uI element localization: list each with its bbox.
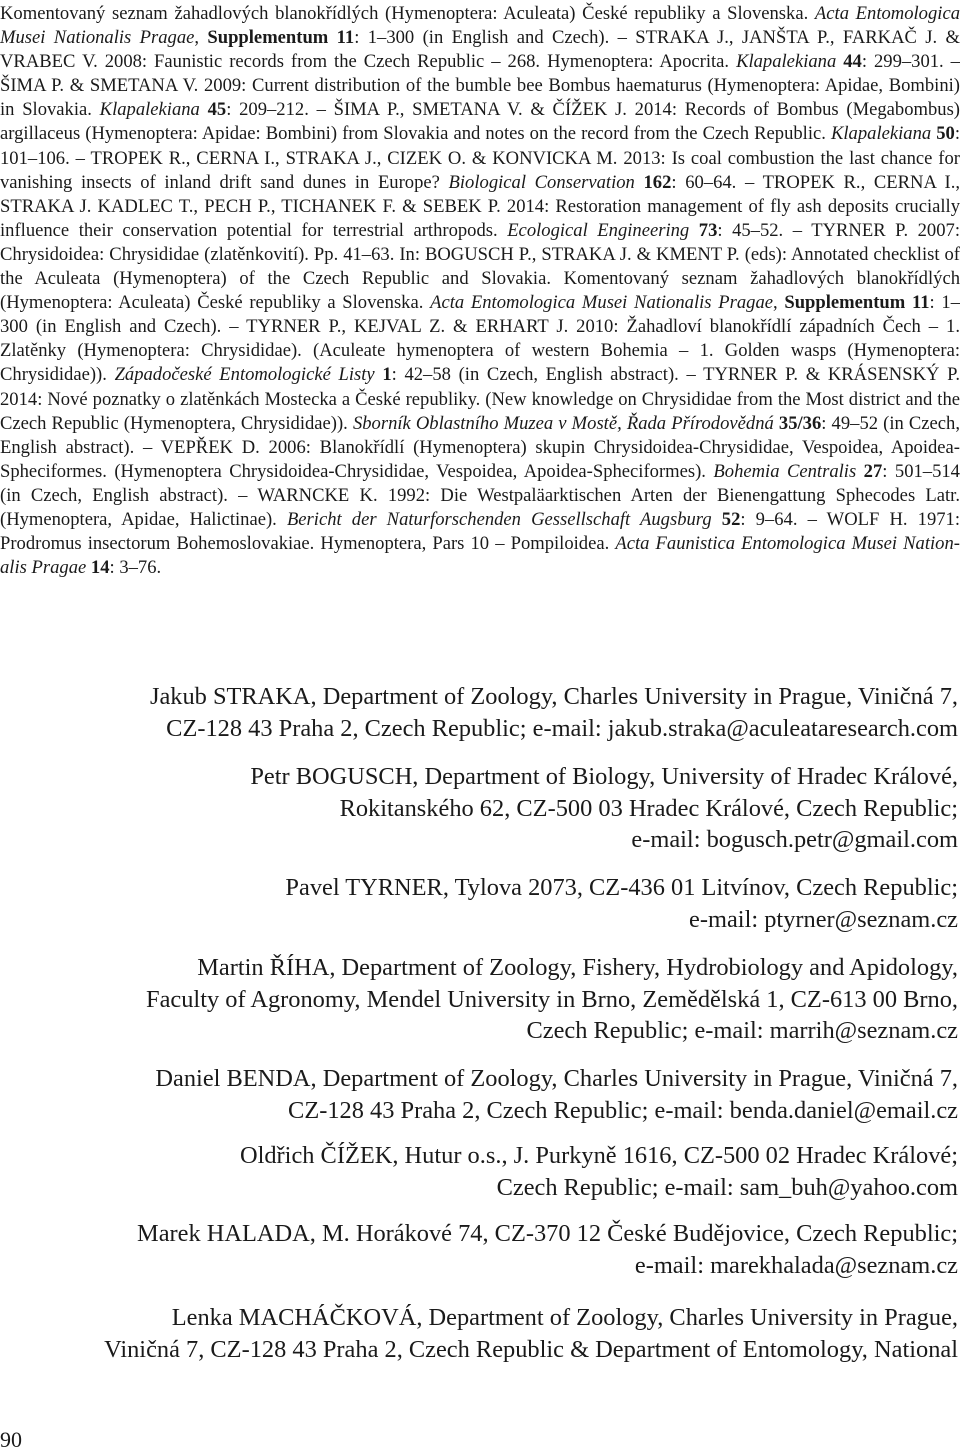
- reference-run: Ecological Engineering: [507, 219, 690, 241]
- reference-run: 52: [721, 508, 741, 530]
- address-line: Martin ŘÍHA, Department of Zoology, Fishery, Hydrobiology and Apidology,: [197, 954, 958, 981]
- reference-run: Západočeské Entomologické Listy: [114, 364, 375, 386]
- address-line: Faculty of Agronomy, Mendel University in Brno, Zemědělská 1, CZ-613 00 Brno,: [146, 985, 958, 1013]
- author-address-machackova: [0, 1302, 958, 1365]
- address-line: Jakub STRAKA, Department of Zoology, Charles University in Prague, Viničná 7,: [149, 683, 958, 710]
- reference-run: 27: [863, 460, 883, 482]
- address-line: Marek HALADA, M. Horákové 74, CZ-370 12 České Budějovice, Czech Republic;: [137, 1220, 958, 1247]
- author-address-cizek: [0, 1140, 958, 1203]
- reference-run: Klapalekiana: [736, 51, 837, 73]
- reference-run: Acta Entomologica Musei Nationalis Pragae: [430, 292, 773, 314]
- address-line: Oldřich ČÍŽEK, Hutur o.s., J. Purkyně 1616, CZ-500 02 Hradec Králové;: [239, 1142, 958, 1169]
- address-line: e-mail: bogusch.petr@gmail.com: [631, 826, 958, 853]
- author-address-benda: [0, 1063, 958, 1126]
- address-line: Czech Republic; e-mail: marrih@seznam.cz: [526, 1017, 958, 1044]
- reference-run: 1: [382, 364, 392, 386]
- reference-run: : 1–300 (in English and Czech). – TYRNER P., KEJVAL Z. & ERHART J. 2010: Žahadloví blanokřídlí západních Čech – 1. Zlatěnky (Hymenoptera: Chrysididae). (Aculeate hymenoptera of western Bohemia – 1. Golden wasps (Hymenoptera: Chrysididae)).: [0, 292, 960, 386]
- reference-run: Klapalekiana: [830, 123, 932, 145]
- author-address-riha: [0, 952, 958, 1047]
- reference-run: [712, 509, 722, 530]
- page-number: 90: [0, 1427, 22, 1452]
- address-line: CZ-128 43 Praha 2, Czech Republic; e-mail: benda.daniel@email.cz: [288, 1096, 958, 1124]
- reference-run: : 501–514 (in Czech, English abstract). – WARNCKE K. 1992: Die Westpaläarktischen Arten der Bienengattung Sphecodes Latr. (Hymenoptera, Apidae, Halictinae).: [0, 460, 960, 530]
- reference-run: : 49–52 (in Czech, English abstract). – VEPŘEK D. 2006: Blanokřídlí (Hymenoptera) skupin Chrysidoidea-Chrysididae, Vespoidea, Apoidea-Spheciformes. (Hymenoptera Chrysidoidea-Chrysididae, Vespoidea, Apoidea-Spheciformes).: [0, 412, 960, 482]
- reference-run: Supplementum 11: [784, 292, 930, 314]
- reference-run: Biological Conservation: [448, 171, 635, 193]
- author-address-bogusch: [0, 761, 958, 856]
- reference-run: 14: [90, 557, 110, 579]
- address-line: e-mail: marekhalada@seznam.cz: [634, 1251, 958, 1279]
- reference-run: : 3–76.: [109, 557, 162, 579]
- address-line: Lenka MACHÁČKOVÁ, Department of Zoology, Charles University in Prague,: [171, 1304, 958, 1331]
- reference-run: : 1–300 (in English and Czech). – STRAKA J., JANŠTA P., FARKAČ J. & VRABEC V. 2008: Faunistic records from the Czech Republic – 268. Hymenoptera: Apocrita.: [0, 27, 960, 73]
- reference-run: [635, 172, 644, 193]
- reference-run: 162: [643, 171, 672, 193]
- address-line: Czech Republic; e-mail: sam_buh@yahoo.com: [496, 1173, 958, 1201]
- address-line: CZ-128 43 Praha 2, Czech Republic; e-mail: jakub.straka@aculeataresearch.com: [166, 714, 958, 742]
- reference-run: 44: [843, 51, 862, 73]
- reference-run: [689, 220, 699, 241]
- reference-run: [856, 461, 863, 482]
- reference-run: Supplementum 11: [207, 27, 355, 49]
- reference-run: : 9–64. – WOLF H. 1971: Prodromus insectorum Bohemoslovakiae. Hymenoptera, Pars 10 – Pompiloidea.: [0, 508, 960, 555]
- reference-run: 35/36: [778, 412, 822, 434]
- address-line: e-mail: ptyrner@seznam.cz: [689, 905, 958, 933]
- address-line: Daniel BENDA, Department of Zoology, Charles University in Prague, Viničná 7,: [155, 1065, 958, 1092]
- reference-run: ,: [773, 292, 785, 314]
- reference-run: Acta Faunistica Entomologica Musei Nationalis Pragae: [0, 533, 960, 579]
- reference-run: 45: [207, 99, 227, 121]
- references-paragraph: [0, 2, 960, 580]
- address-line: Viničná 7, CZ-128 43 Praha 2, Czech Republic & Department of Entomology, National: [104, 1335, 958, 1363]
- address-line: Petr BOGUSCH, Department of Biology, University of Hradec Králové,: [250, 763, 958, 790]
- reference-run: Bericht der Naturforschenden Gessellschaft Augsburg: [286, 508, 712, 530]
- reference-run: : 42–58 (in Czech, English abstract). – TYRNER P. & KRÁSENSKÝ P. 2014: Nové poznatky o zlatěnkách Mostecka a České republiky. (New knowledge on Chrysididae from the Most district and the Czech Republic (Hymenoptera, Chrysididae)).: [0, 364, 960, 434]
- reference-run: : 101–106. – TROPEK R., CERNA I., STRAKA J., CIZEK O. & KONVICKA M. 2013: Is coal combustion the last chance for vanishing insects of inland drift sand dunes in Europe?: [0, 123, 960, 193]
- reference-run: Sborník Oblastního Muzea v Mostě, Řada Přírodovědná: [352, 412, 774, 434]
- address-line: Rokitanského 62, CZ-500 03 Hradec Králové, Czech Republic;: [339, 794, 958, 822]
- reference-run: ,: [194, 27, 208, 49]
- reference-run: Acta Entomologica Musei Nationalis Pragae: [0, 3, 960, 49]
- author-address-tyrner: [0, 872, 958, 935]
- reference-run: 50: [936, 123, 955, 145]
- reference-run: : 299–301. – ŠIMA P. & SMETANA V. 2009: Current distribution of the bumble bee Bombus haematurus (Hymenoptera: Apidae, Bombini) in Slovakia.: [0, 51, 960, 121]
- reference-run: Komentovaný seznam žahadlových blanokřídlých (Hymenoptera: Aculeata) České republiky a Slovenska.: [0, 3, 815, 24]
- address-line: Pavel TYRNER, Tylova 2073, CZ-436 01 Litvínov, Czech Republic;: [285, 874, 958, 901]
- reference-run: [200, 99, 208, 120]
- reference-run: : 209–212. – ŠIMA P., SMETANA V. & ČÍŽEK J. 2014: Records of Bombus (Megabombus) argillaceus (Hymenoptera: Apidae: Bombini) from Slovakia and notes on the record from the Czech Republic.: [0, 99, 960, 145]
- author-address-halada: [0, 1218, 958, 1281]
- reference-run: Klapalekiana: [99, 99, 200, 121]
- author-address-straka: [0, 681, 958, 744]
- reference-run: 73: [698, 219, 718, 241]
- reference-run: : 60–64. – TROPEK R., CERNA I., STRAKA J. KADLEC T., PECH P., TICHANEK F. & SEBEK P. 2014: Restoration management of fly ash deposits crucially influence their conservation potential for terrestrial arthropods.: [0, 171, 960, 241]
- reference-run: Bohemia Centralis: [713, 460, 857, 482]
- reference-run: : 45–52. – TYRNER P. 2007: Chrysidoidea: Chrysididae (zlatěnkovití). Pp. 41–63. In: BOGUSCH P., STRAKA J. & KMENT P. (eds): Annotated checklist of the Aculeata (Hymenoptera) of the Czech Republic and Slovakia. Komentovaný seznam žahadlových blanokřídlých (Hymenoptera: Aculeata) České republiky a Slovenska.: [0, 219, 960, 314]
